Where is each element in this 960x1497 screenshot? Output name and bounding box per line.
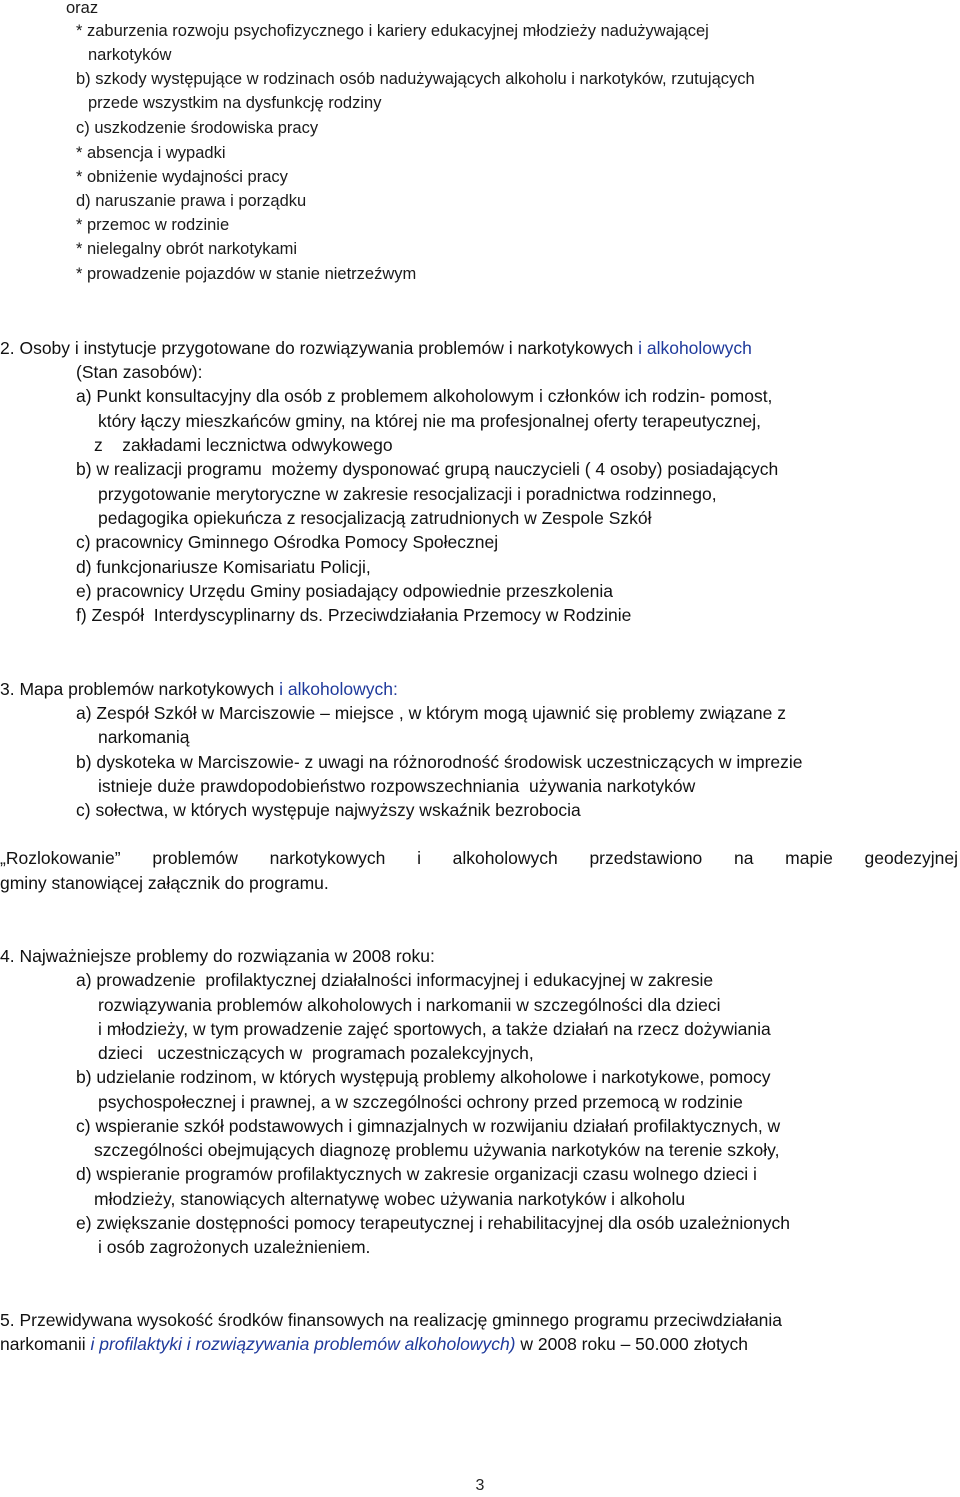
italic-highlight: i profilaktyki i rozwiązywania problemów alkoholowych) (90, 1334, 516, 1354)
word: problemów (152, 848, 238, 868)
text-line: narkomanią (98, 727, 190, 747)
list-item: f) Zespół Interdyscyplinarny ds. Przeciwdziałania Przemocy w Rodzinie (76, 605, 632, 625)
text-line: przede wszystkim na dysfunkcję rodziny (88, 94, 382, 112)
heading-highlight: i alkoholowych: (279, 679, 398, 699)
text-line: rozwiązywania problemów alkoholowych i narkomanii w szczególności dla dzieci (98, 995, 721, 1015)
text-line: dzieci uczestniczących w programach pozalekcyjnych, (98, 1043, 534, 1063)
word: na (734, 848, 754, 868)
text-line: * nielegalny obrót narkotykami (76, 240, 298, 258)
list-item: c) wspieranie szkół podstawowych i gimnazjalnych w rozwijaniu działań profilaktycznych, w (76, 1116, 781, 1136)
text-line: (Stan zasobów): (76, 362, 203, 382)
word: narkotykowych (269, 848, 386, 868)
heading-text: 3. Mapa problemów narkotykowych (0, 679, 275, 699)
text-line: i młodzieży, w tym prowadzenie zajęć sportowych, a także działań na rzecz dożywiania (98, 1019, 771, 1039)
list-item: a) Punkt konsultacyjny dla osób z problemem alkoholowym i członków ich rodzin- pomost, (76, 386, 773, 406)
word: mapie (785, 848, 833, 868)
text-line: narkotyków (88, 46, 172, 64)
text-line: młodzieży, stanowiących alternatywę wobec używania narkotyków i alkoholu (94, 1189, 686, 1209)
text-line: pedagogika opiekuńcza z resocjalizacją zatrudnionych w Zespole Szkół (98, 508, 652, 528)
text-line: * prowadzenie pojazdów w stanie nietrzeźwym (76, 265, 417, 283)
text-line: z zakładami lecznictwa odwykowego (94, 435, 393, 455)
text-line: * obniżenie wydajności pracy (76, 168, 288, 186)
list-item: b) udzielanie rodzinom, w których występują problemy alkoholowe i narkotykowe, pomocy (76, 1067, 771, 1087)
list-item: a) Zespół Szkół w Marciszowie – miejsce , w którym mogą ujawnić się problemy związane z (76, 703, 786, 723)
text-line: c) uszkodzenie środowiska pracy (76, 119, 319, 137)
word: „Rozlokowanie” (0, 848, 121, 868)
word: i (417, 848, 421, 868)
section-heading: 5. Przewidywana wysokość środków finansowych na realizację gminnego programu przeciwdziałania (0, 1310, 783, 1330)
word: geodezyjnej (864, 848, 958, 868)
list-item: c) sołectwa, w których występuje najwyższy wskaźnik bezrobocia (76, 800, 581, 820)
heading-highlight: i alkoholowych (638, 338, 752, 358)
text-line (0, 1332, 748, 1356)
text-segment: w 2008 roku – 50.000 złotych (520, 1334, 749, 1354)
text-line: przygotowanie merytoryczne w zakresie resocjalizacji i poradnictwa rodzinnego, (98, 484, 717, 504)
list-item: e) pracownicy Urzędu Gminy posiadający odpowiednie przeszkolenia (76, 581, 613, 601)
list-item: b) w realizacji programu możemy dysponować grupą nauczycieli ( 4 osoby) posiadających (76, 459, 779, 479)
section-heading: 4. Najważniejsze problemy do rozwiązania w 2008 roku: (0, 946, 435, 966)
text-line: gminy stanowiącej załącznik do programu. (0, 873, 329, 893)
justified-paragraph-line (0, 846, 958, 870)
heading-text: 2. Osoby i instytucje przygotowane do rozwiązywania problemów i narkotykowych (0, 338, 634, 358)
word: alkoholowych (452, 848, 558, 868)
text-line: * zaburzenia rozwoju psychofizycznego i kariery edukacyjnej młodzieży nadużywającej (76, 22, 709, 40)
section-heading (0, 336, 752, 360)
list-item: d) wspieranie programów profilaktycznych w zakresie organizacji czasu wolnego dzieci i (76, 1164, 757, 1184)
text-line: b) szkody występujące w rodzinach osób nadużywających alkoholu i narkotyków, rzutujących (76, 70, 755, 88)
list-item: a) prowadzenie profilaktycznej działalności informacyjnej i edukacyjnej w zakresie (76, 970, 714, 990)
list-item: e) zwiększanie dostępności pomocy terapeutycznej i rehabilitacyjnej dla osób uzależnionych (76, 1213, 791, 1233)
list-item: d) funkcjonariusze Komisariatu Policji, (76, 557, 371, 577)
text-segment: narkomanii (0, 1334, 86, 1354)
page-number: 3 (475, 1477, 485, 1494)
section-heading (0, 677, 398, 701)
list-item: c) pracownicy Gminnego Ośrodka Pomocy Społecznej (76, 532, 499, 552)
list-item: b) dyskoteka w Marciszowie- z uwagi na różnorodność środowisk uczestniczących w imprezie (76, 752, 803, 772)
text-line: * przemoc w rodzinie (76, 216, 230, 234)
text-line: * absencja i wypadki (76, 144, 226, 162)
text-line: który łączy mieszkańców gminy, na której nie ma profesjonalnej oferty terapeutycznej, (98, 411, 762, 431)
text-line: szczególności obejmujących diagnozę problemu używania narkotyków na terenie szkoły, (94, 1140, 780, 1160)
word: przedstawiono (589, 848, 703, 868)
text-line: d) naruszanie prawa i porządku (76, 192, 307, 210)
text-line: istnieje duże prawdopodobieństwo rozpowszechniania używania narkotyków (98, 776, 696, 796)
text-line: i osób zagrożonych uzależnieniem. (98, 1237, 371, 1257)
text-line: psychospołecznej i prawnej, a w szczególności ochrony przed przemocą w rodzinie (98, 1092, 743, 1112)
text-line: oraz (66, 0, 99, 17)
